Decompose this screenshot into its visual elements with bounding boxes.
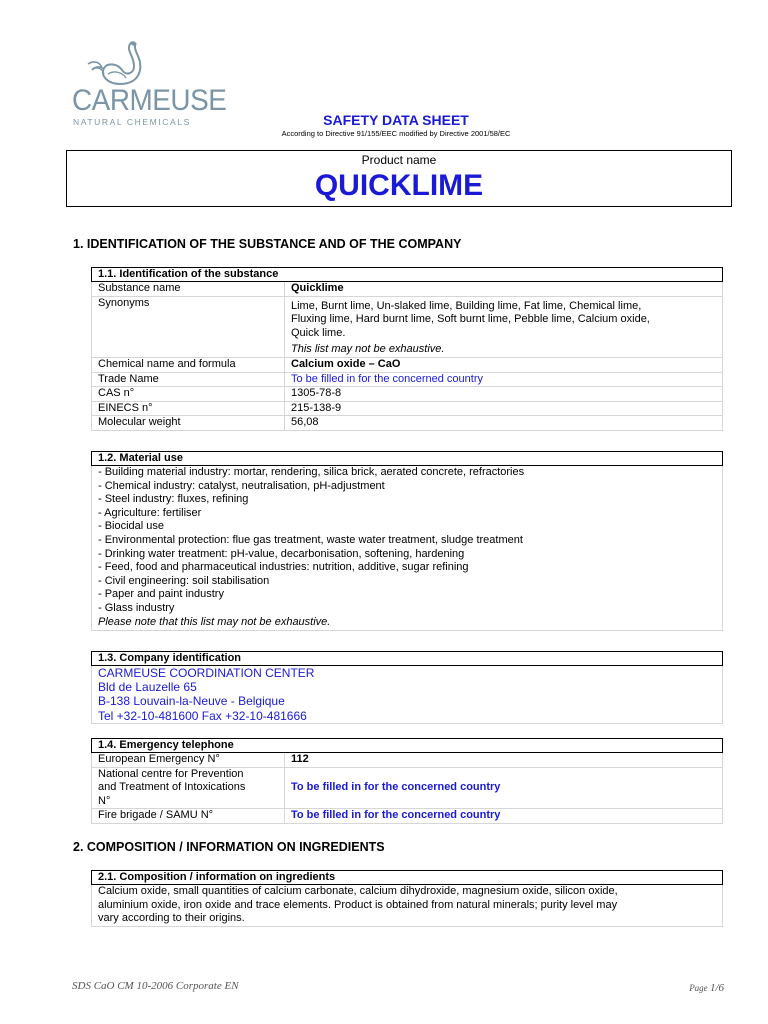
table-row bbox=[92, 809, 723, 824]
table-row bbox=[92, 767, 723, 809]
list-item: - Steel industry: fluxes, refining bbox=[98, 493, 249, 506]
page-label: Page bbox=[689, 983, 710, 993]
row-label: Chemical name and formula bbox=[92, 357, 285, 372]
row-value: 56,08 bbox=[285, 416, 723, 431]
table-title: 1.1. Identification of the substance bbox=[92, 268, 723, 282]
section-2-heading: 2. COMPOSITION / INFORMATION ON INGREDIENTS bbox=[73, 840, 385, 854]
row-label: Substance name bbox=[92, 282, 285, 297]
table-title: 1.3. Company identification bbox=[92, 652, 723, 666]
table-row bbox=[92, 885, 723, 927]
text-line: aluminium oxide, iron oxide and trace elements. Product is obtained from natural minerals; purity level may bbox=[98, 898, 618, 911]
text-line: vary according to their origins. bbox=[98, 912, 245, 925]
list-item: - Building material industry: mortar, rendering, silica brick, aerated concrete, refractories bbox=[98, 466, 525, 478]
document-title: SAFETY DATA SHEET bbox=[323, 112, 469, 128]
row-value: To be filled in for the concerned country bbox=[285, 809, 723, 824]
synonyms-line: Lime, Burnt lime, Un-slaked lime, Building lime, Fat lime, Chemical lime, bbox=[291, 299, 642, 312]
label-line: N° bbox=[98, 794, 111, 807]
table-row bbox=[92, 666, 723, 724]
list-item: - Biocidal use bbox=[98, 520, 165, 533]
company-city: B-138 Louvain-la-Neuve - Belgique bbox=[98, 694, 285, 709]
table-company-identification bbox=[91, 651, 723, 724]
footer-document-code: SDS CaO CM 10-2006 Corporate EN bbox=[72, 980, 239, 992]
table-row bbox=[92, 296, 723, 357]
table-row bbox=[92, 357, 723, 372]
list-item: - Drinking water treatment: pH-value, decarbonisation, softening, hardening bbox=[98, 547, 465, 560]
product-label: Product name bbox=[361, 153, 437, 167]
row-value: To be filled in for the concerned country bbox=[285, 767, 723, 809]
list-note: Please note that this list may not be exhaustive. bbox=[98, 615, 331, 628]
row-label: European Emergency N° bbox=[92, 753, 285, 768]
table-composition bbox=[91, 870, 723, 927]
logo-tagline: NATURAL CHEMICALS bbox=[73, 117, 191, 127]
document-subtitle: According to Directive 91/155/EEC modified by Directive 2001/58/EC bbox=[281, 129, 511, 138]
label-line: and Treatment of Intoxications bbox=[98, 781, 246, 794]
table-title: 2.1. Composition / information on ingredients bbox=[92, 871, 723, 885]
list-item: - Civil engineering: soil stabilisation bbox=[98, 574, 270, 587]
page-num: 1/6 bbox=[709, 982, 724, 994]
row-value: To be filled in for the concerned country bbox=[285, 372, 723, 387]
list-item: - Environmental protection: flue gas treatment, waste water treatment, sludge treatment bbox=[98, 533, 523, 546]
table-row bbox=[92, 387, 723, 402]
table-row bbox=[92, 416, 723, 431]
row-value: Calcium oxide – CaO bbox=[285, 357, 723, 372]
row-label: CAS n° bbox=[92, 387, 285, 402]
list-item: - Agriculture: fertiliser bbox=[98, 506, 202, 519]
company-name: CARMEUSE COORDINATION CENTER bbox=[98, 666, 315, 680]
row-label: EINECS n° bbox=[92, 401, 285, 416]
logo-wordmark: CARMEUSE bbox=[72, 84, 227, 117]
table-row bbox=[92, 466, 723, 631]
row-label: Molecular weight bbox=[92, 416, 285, 431]
table-title: 1.4. Emergency telephone bbox=[92, 739, 723, 753]
label-line: National centre for Prevention bbox=[98, 767, 244, 780]
table-substance-identification bbox=[91, 267, 723, 431]
synonyms-note: This list may not be exhaustive. bbox=[291, 343, 445, 356]
list-item: - Feed, food and pharmaceutical industries: nutrition, additive, sugar refining bbox=[98, 561, 469, 574]
table-row bbox=[92, 372, 723, 387]
list-item: - Chemical industry: catalyst, neutralisation, pH-adjustment bbox=[98, 479, 385, 492]
company-phone: Tel +32-10-481600 Fax +32-10-481666 bbox=[98, 708, 307, 723]
company-street: Bld de Lauzelle 65 bbox=[98, 680, 197, 695]
table-row bbox=[92, 753, 723, 768]
text-line: Calcium oxide, small quantities of calcium carbonate, calcium dihydroxide, magnesium oxide, silicon oxide, bbox=[98, 885, 618, 897]
row-label: Synonyms bbox=[92, 296, 285, 357]
company-address bbox=[92, 666, 723, 724]
list-item: - Glass industry bbox=[98, 601, 175, 614]
synonyms-line: Fluxing lime, Hard burnt lime, Soft burnt lime, Pebble lime, Calcium oxide, bbox=[291, 313, 650, 326]
section-1-heading: 1. IDENTIFICATION OF THE SUBSTANCE AND OF THE COMPANY bbox=[73, 237, 462, 251]
table-row bbox=[92, 401, 723, 416]
footer-page-number bbox=[689, 978, 724, 996]
row-value: 215-138-9 bbox=[285, 401, 723, 416]
table-title: 1.2. Material use bbox=[92, 452, 723, 466]
row-label bbox=[92, 767, 285, 809]
synonyms-line: Quick lime. bbox=[291, 326, 346, 339]
row-value: Quicklime bbox=[285, 282, 723, 297]
row-value: 1305-78-8 bbox=[285, 387, 723, 402]
table-row bbox=[92, 282, 723, 297]
row-label: Fire brigade / SAMU N° bbox=[92, 809, 285, 824]
swan-logo-icon bbox=[86, 40, 156, 86]
list-item: - Paper and paint industry bbox=[98, 588, 224, 601]
product-name-box bbox=[66, 150, 732, 207]
material-use-list bbox=[92, 466, 723, 631]
row-value bbox=[285, 296, 723, 357]
table-material-use bbox=[91, 451, 723, 631]
table-emergency-telephone bbox=[91, 738, 723, 824]
row-label: Trade Name bbox=[92, 372, 285, 387]
product-name: QUICKLIME bbox=[314, 169, 484, 202]
composition-text bbox=[92, 885, 723, 927]
row-value: 112 bbox=[285, 753, 723, 768]
